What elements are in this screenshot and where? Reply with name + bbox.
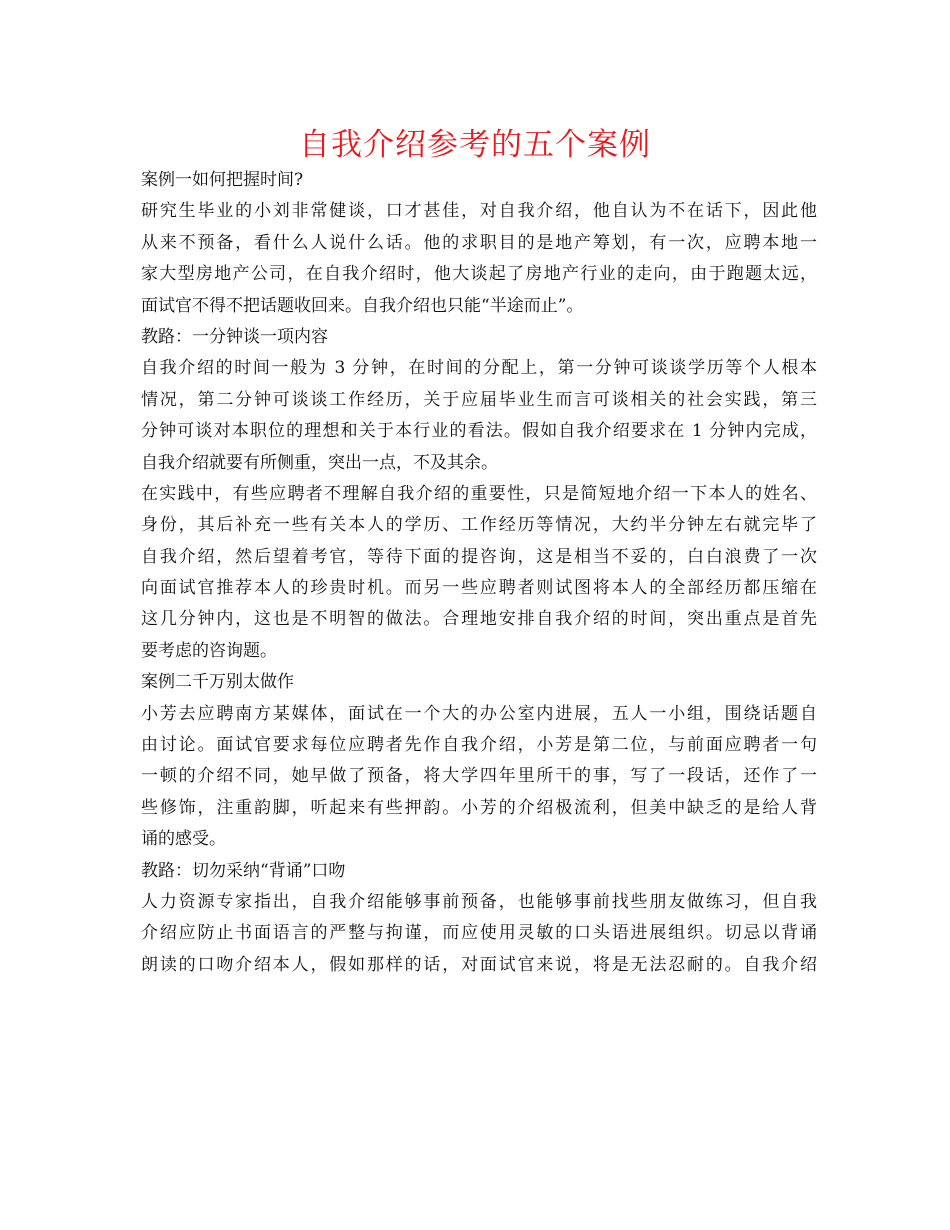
- body-line: 人力资源专家指出，自我介绍能够事前预备，也能够事前找些朋友做练习，但自我: [141, 891, 817, 912]
- body-line: 家大型房地产公司，在自我介绍时，他大谈起了房地产行业的走向，由于跑题太远，: [141, 264, 817, 285]
- body-line: 案例二千万别太做作: [141, 672, 294, 693]
- body-line: 教路：一分钟谈一项内容: [141, 326, 328, 347]
- body-line: 面试官不得不把话题收回来。自我介绍也只能“半途而止”。: [141, 295, 584, 316]
- body-line: 要考虑的咨询题。: [141, 640, 277, 661]
- body-line: 自我介绍就要有所侧重，突出一点，不及其余。: [141, 452, 498, 473]
- body-line: 自我介绍的时间一般为 3 分钟，在时间的分配上，第一分钟可谈谈学历等个人根本: [141, 358, 817, 379]
- body-line: 朗读的口吻介绍本人，假如那样的话，对面试官来说，将是无法忍耐的。自我介绍: [141, 954, 817, 975]
- body-line: 向面试官推荐本人的珍贵时机。而另一些应聘者则试图将本人的全部经历都压缩在: [141, 578, 817, 599]
- document-title: 自我介绍参考的五个案例: [299, 127, 651, 163]
- body-line: 诵的感受。: [141, 829, 226, 850]
- body-line: 身份，其后补充一些有关本人的学历、工作经历等情况，大约半分钟左右就完毕了: [141, 515, 817, 536]
- body-line: 教路：切勿采纳“背诵”口吻: [141, 860, 346, 881]
- body-line: 在实践中，有些应聘者不理解自我介绍的重要性，只是简短地介绍一下本人的姓名、: [141, 483, 817, 504]
- body-line: 研究生毕业的小刘非常健谈，口才甚佳，对自我介绍，他自认为不在话下，因此他: [141, 201, 817, 222]
- body-line: 这几分钟内，这也是不明智的做法。合理地安排自我介绍的时间，突出重点是首先: [141, 609, 817, 630]
- body-line: 些修饰，注重韵脚，听起来有些押韵。小芳的介绍极流利，但美中缺乏的是给人背: [141, 797, 817, 818]
- body-line: 情况，第二分钟可谈谈工作经历，关于应届毕业生而言可谈相关的社会实践，第三: [141, 389, 817, 410]
- body-line: 分钟可谈对本职位的理想和关于本行业的看法。假如自我介绍要求在 1 分钟内完成，: [141, 421, 817, 442]
- body-line: 从来不预备，看什么人说什么话。他的求职目的是地产筹划，有一次，应聘本地一: [141, 232, 817, 253]
- body-line: 由讨论。面试官要求每位应聘者先作自我介绍，小芳是第二位，与前面应聘者一句: [141, 735, 817, 756]
- document-body: [141, 165, 817, 981]
- body-line: 案例一如何把握时间?: [141, 170, 304, 190]
- body-line: 介绍应防止书面语言的严整与拘谨，而应使用灵敏的口头语进展组织。切忌以背诵: [141, 923, 817, 944]
- body-line: 小芳去应聘南方某媒体，面试在一个大的办公室内进展，五人一小组，围绕话题自: [141, 703, 817, 724]
- body-line: 自我介绍，然后望着考官，等待下面的提咨询，这是相当不妥的，白白浪费了一次: [141, 546, 817, 567]
- body-line: 一顿的介绍不同，她早做了预备，将大学四年里所干的事，写了一段话，还作了一: [141, 766, 817, 787]
